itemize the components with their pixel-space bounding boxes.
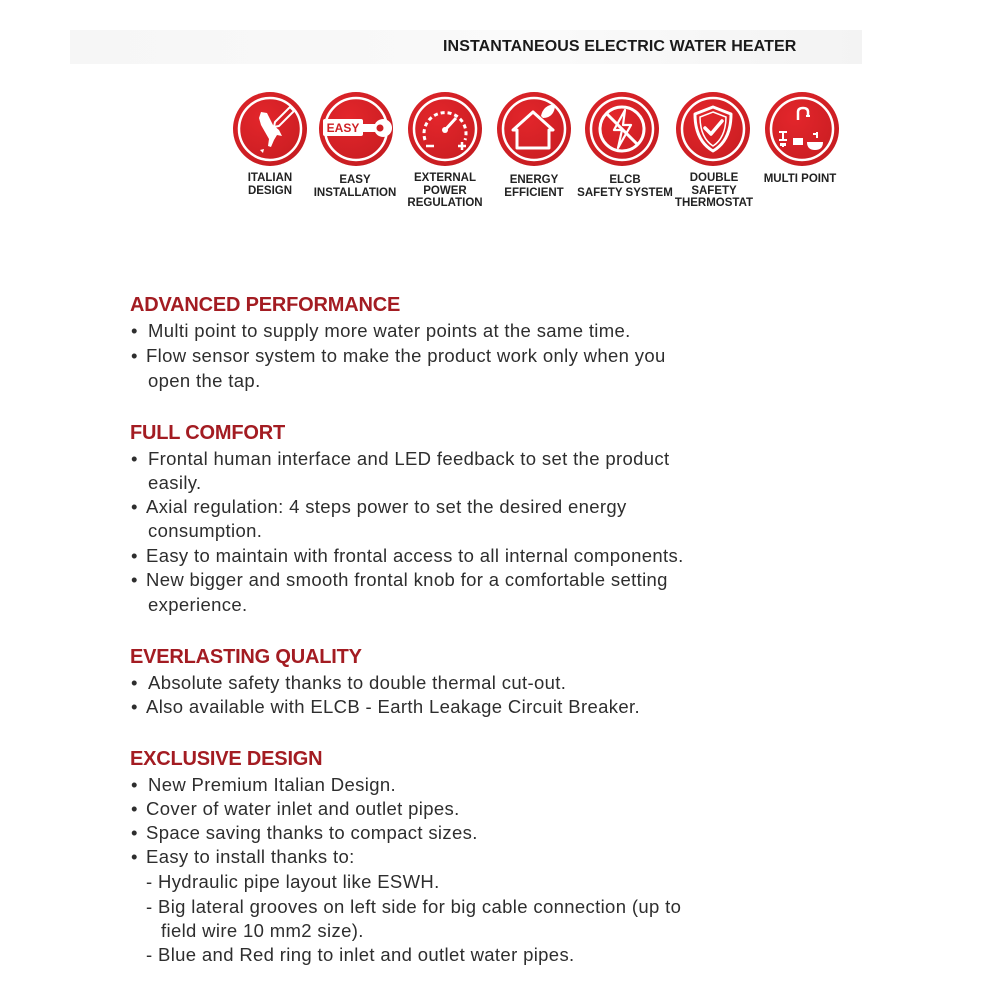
list-item: Space saving thanks to compact sizes. <box>146 822 478 843</box>
svg-text:EASY: EASY <box>326 121 360 135</box>
list-item: New bigger and smooth frontal knob for a comfortable setting <box>146 569 668 590</box>
bullet: • <box>131 320 138 341</box>
bullet: • <box>131 496 138 517</box>
italy-pen-icon <box>233 92 307 166</box>
bullet: • <box>131 798 138 819</box>
bullet: • <box>131 846 138 867</box>
section-title-exclusive-design: EXCLUSIVE DESIGN <box>130 748 323 770</box>
feature-label-double-safety: DOUBLE SAFETY THERMOSTAT <box>674 172 754 209</box>
list-item: easily. <box>148 472 202 493</box>
easy-wrench-icon <box>319 92 393 166</box>
list-item: open the tap. <box>148 370 261 391</box>
list-item: Axial regulation: 4 steps power to set the desired energy <box>146 496 627 517</box>
bullet: • <box>131 569 138 590</box>
no-shock-icon <box>585 92 659 166</box>
page-title: INSTANTANEOUS ELECTRIC WATER HEATER <box>443 38 797 55</box>
list-item: experience. <box>148 594 248 615</box>
section-title-advanced-performance: ADVANCED PERFORMANCE <box>130 294 401 316</box>
sub-list-item: - Hydraulic pipe layout like ESWH. <box>146 871 440 892</box>
feature-label-external-power: EXTERNAL POWER REGULATION <box>407 172 483 209</box>
feature-label-easy-installation: EASY INSTALLATION <box>313 174 397 199</box>
list-item: Cover of water inlet and outlet pipes. <box>146 798 460 819</box>
feature-label-energy-efficient: ENERGY EFFICIENT <box>504 174 564 199</box>
eco-house-icon <box>497 92 571 166</box>
multi-tap-icon <box>765 92 839 166</box>
feature-label-multi-point: MULTI POINT <box>763 173 837 185</box>
bullet: • <box>131 822 138 843</box>
sub-list-item: - Big lateral grooves on left side for big cable connection (up to <box>146 896 682 917</box>
sub-list-item: - Blue and Red ring to inlet and outlet water pipes. <box>146 944 575 965</box>
section-title-full-comfort: FULL COMFORT <box>130 422 285 444</box>
bullet: • <box>131 696 138 717</box>
list-item: Multi point to supply more water points at the same time. <box>148 320 631 341</box>
list-item: Flow sensor system to make the product work only when you <box>146 345 666 366</box>
list-item: Also available with ELCB - Earth Leakage Circuit Breaker. <box>146 696 640 717</box>
bullet: • <box>131 545 138 566</box>
sub-list-item: field wire 10 mm2 size). <box>161 920 364 941</box>
shield-check-icon <box>676 92 750 166</box>
bullet: • <box>131 672 138 693</box>
list-item: Easy to install thanks to: <box>146 846 355 867</box>
list-item: New Premium Italian Design. <box>148 774 396 795</box>
list-item: consumption. <box>148 520 263 541</box>
gauge-icon <box>408 92 482 166</box>
bullet: • <box>131 345 138 366</box>
list-item: Easy to maintain with frontal access to all internal components. <box>146 545 684 566</box>
bullet: • <box>131 448 138 469</box>
list-item: Absolute safety thanks to double thermal cut-out. <box>148 672 567 693</box>
feature-label-italian-design: ITALIAN DESIGN <box>247 172 293 197</box>
bullet: • <box>131 774 138 795</box>
list-item: Frontal human interface and LED feedback to set the product <box>148 448 670 469</box>
section-title-everlasting-quality: EVERLASTING QUALITY <box>130 646 362 668</box>
feature-label-elcb: ELCB SAFETY SYSTEM <box>577 174 673 199</box>
